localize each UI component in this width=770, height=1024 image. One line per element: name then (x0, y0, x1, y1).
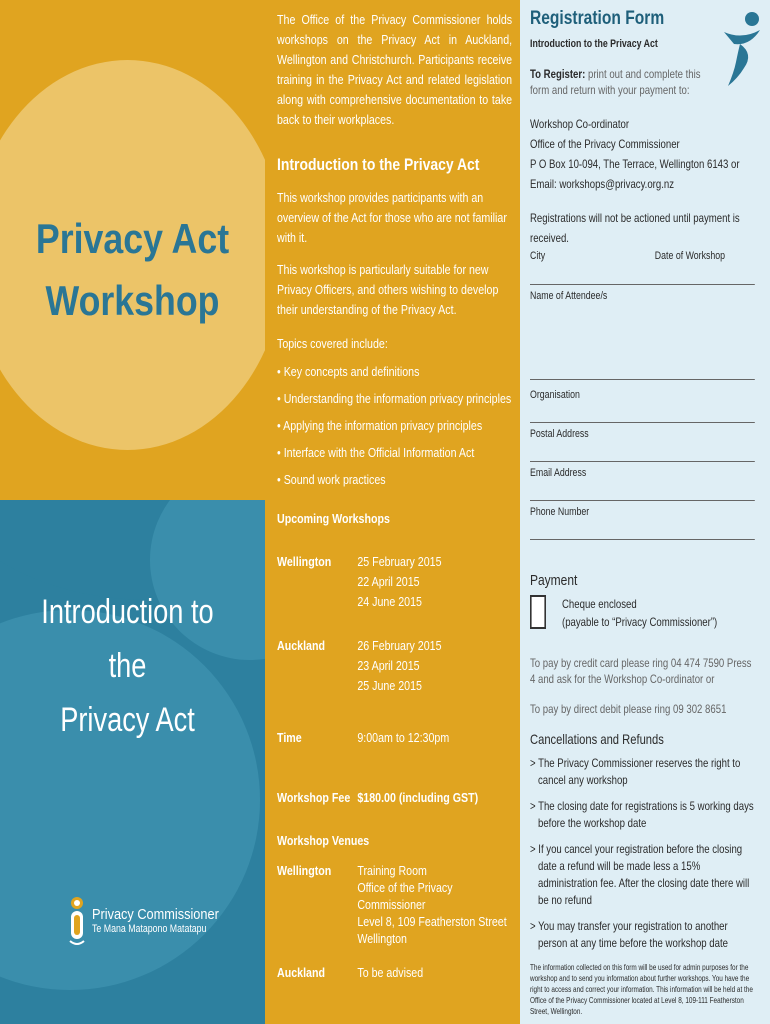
address-line: P O Box 10-094, The Terrace, Wellington 6143 or (530, 157, 740, 171)
organisation-label: Organisation (530, 389, 580, 401)
city-label: City (530, 250, 546, 262)
auckland-dates-row (277, 636, 512, 696)
logo-tagline: Te Mana Matapono Matatapu (92, 923, 207, 935)
cancellation-item: > The Privacy Commissioner reserves the right to cancel any workshop (530, 756, 741, 787)
cover-subtitle (26, 585, 230, 747)
venue-wellington-label: Wellington (277, 863, 332, 878)
phone-number-label: Phone Number (530, 506, 590, 518)
city-date-field[interactable] (530, 284, 755, 285)
cheque-checkbox[interactable] (530, 595, 546, 629)
cancellations-heading: Cancellations and Refunds (530, 731, 664, 747)
attendee-field[interactable] (530, 379, 755, 380)
venue-auckland-label: Auckland (277, 965, 325, 980)
wellington-dates-row (277, 552, 512, 612)
workshop-date: 25 February 2015 (357, 554, 442, 569)
mailing-address (530, 114, 762, 194)
registration-panel (520, 0, 770, 1024)
payment-heading: Payment (530, 572, 578, 589)
cheque-option (530, 595, 762, 631)
cover-title-line2: Workshop (45, 277, 220, 324)
credit-card-info: To pay by credit card please ring 04 474 7590 Press 4 and ask for the Workshop Co-ordinator or (530, 656, 752, 686)
fee-label: Workshop Fee (277, 790, 351, 805)
postal-address-field[interactable] (530, 461, 755, 462)
venue-line: Wellington (357, 931, 407, 946)
fee-row (277, 788, 512, 808)
cover-subtitle-line2: Privacy Act (60, 701, 195, 739)
email-address-field[interactable] (530, 500, 755, 501)
cheque-label: Cheque enclosed (562, 597, 637, 611)
overview-paragraph: This workshop provides participants with an overview of the Act for those who are not familiar with it. (277, 190, 507, 245)
cancellation-item: > If you cancel your registration before the closing date a refund will be made less a 15% administration fee. After the closing date there will be no refund (530, 842, 750, 907)
form-title: Registration Form (530, 8, 665, 29)
intro-paragraph: The Office of the Privacy Commissioner holds workshops on the Privacy Act in Auckland, Wellington and Christchurch. Participants receive training in the Privacy Act and related legislation along with comprehensive documentation to take back to their workplaces. (277, 12, 513, 127)
privacy-fine-print: The information collected on this form will be used for admin purposes for the workshop and to send you information about further workshops. You have the right to access and correct your information. This information will be held at the Office of the Privacy Commissioner located at Level 8, 109-111 Featherston Street, Wellington. (530, 963, 753, 1016)
time-label: Time (277, 730, 302, 745)
address-line: Workshop Co-ordinator (530, 117, 630, 131)
topic-item: • Key concepts and definitions (277, 364, 420, 379)
direct-debit-info: To pay by direct debit please ring 09 302 8651 (530, 702, 727, 716)
venue-auckland-value: To be advised (357, 965, 424, 980)
auckland-label: Auckland (277, 638, 325, 653)
postal-address-label: Postal Address (530, 428, 589, 440)
venue-line: Training Room (357, 863, 427, 878)
phone-number-field[interactable] (530, 539, 755, 540)
workshop-date: 23 April 2015 (357, 658, 420, 673)
venue-auckland-row (277, 963, 512, 983)
topic-item: • Understanding the information privacy principles (277, 391, 512, 406)
organisation-field[interactable] (530, 422, 755, 423)
workshop-date: 25 June 2015 (357, 678, 422, 693)
venues-heading: Workshop Venues (277, 833, 370, 848)
cover-subtitle-line1: Introduction to the (41, 593, 214, 685)
actioned-note: Registrations will not be actioned until payment is received. (530, 211, 740, 245)
date-label: Date of Workshop (654, 250, 726, 262)
venue-line: Level 8, 109 Featherston Street (357, 914, 507, 929)
cover-title-line1: Privacy Act (35, 215, 230, 262)
section-heading: Introduction to the Privacy Act (277, 155, 480, 174)
cancellation-item: > You may transfer your registration to another person at any time before the workshop date (530, 919, 728, 950)
cover-title (20, 208, 245, 332)
register-label: To Register: (530, 67, 586, 81)
wellington-label: Wellington (277, 554, 332, 569)
cheque-payee: (payable to “Privacy Commissioner”) (562, 615, 718, 629)
venue-line: Office of the Privacy Commissioner (357, 880, 453, 912)
topics-label: Topics covered include: (277, 336, 388, 351)
topic-item: • Sound work practices (277, 472, 386, 487)
email-address-text: Email: workshops@privacy.org.nz (530, 177, 675, 191)
address-line: Office of the Privacy Commissioner (530, 137, 680, 151)
topic-item: • Applying the information privacy principles (277, 418, 483, 433)
workshop-date: 26 February 2015 (357, 638, 442, 653)
register-instructions (530, 66, 714, 98)
venue-wellington-row (277, 862, 512, 947)
topic-item: • Interface with the Official Information Act (277, 445, 475, 460)
privacy-commissioner-logo-icon (66, 895, 88, 947)
time-value: 9:00am to 12:30pm (357, 730, 450, 745)
time-row (277, 728, 512, 748)
suitability-paragraph: This workshop is particularly suitable for new Privacy Officers, and others wishing to develop their understanding of the Privacy Act. (277, 262, 499, 317)
register-text: print out and complete this form and return with your payment to: (530, 67, 701, 97)
upcoming-workshops-heading: Upcoming Workshops (277, 511, 390, 526)
info-panel (265, 0, 520, 1024)
cancellation-item: > The closing date for registrations is 5 working days before the workshop date (530, 799, 754, 830)
workshop-date: 24 June 2015 (357, 594, 422, 609)
city-date-labels (530, 250, 762, 262)
logo-name: Privacy Commissioner (92, 906, 219, 923)
workshop-date: 22 April 2015 (357, 574, 420, 589)
fee-value: $180.00 (including GST) (357, 790, 479, 805)
email-address-label: Email Address (530, 467, 587, 479)
cancellation-list (530, 755, 758, 952)
attendee-label: Name of Attendee/s (530, 290, 608, 302)
cover-top (0, 0, 265, 500)
cover-panel (0, 0, 265, 1024)
privacy-commissioner-logo (66, 895, 241, 947)
topics-list (277, 358, 512, 493)
form-subtitle: Introduction to the Privacy Act (530, 38, 658, 50)
